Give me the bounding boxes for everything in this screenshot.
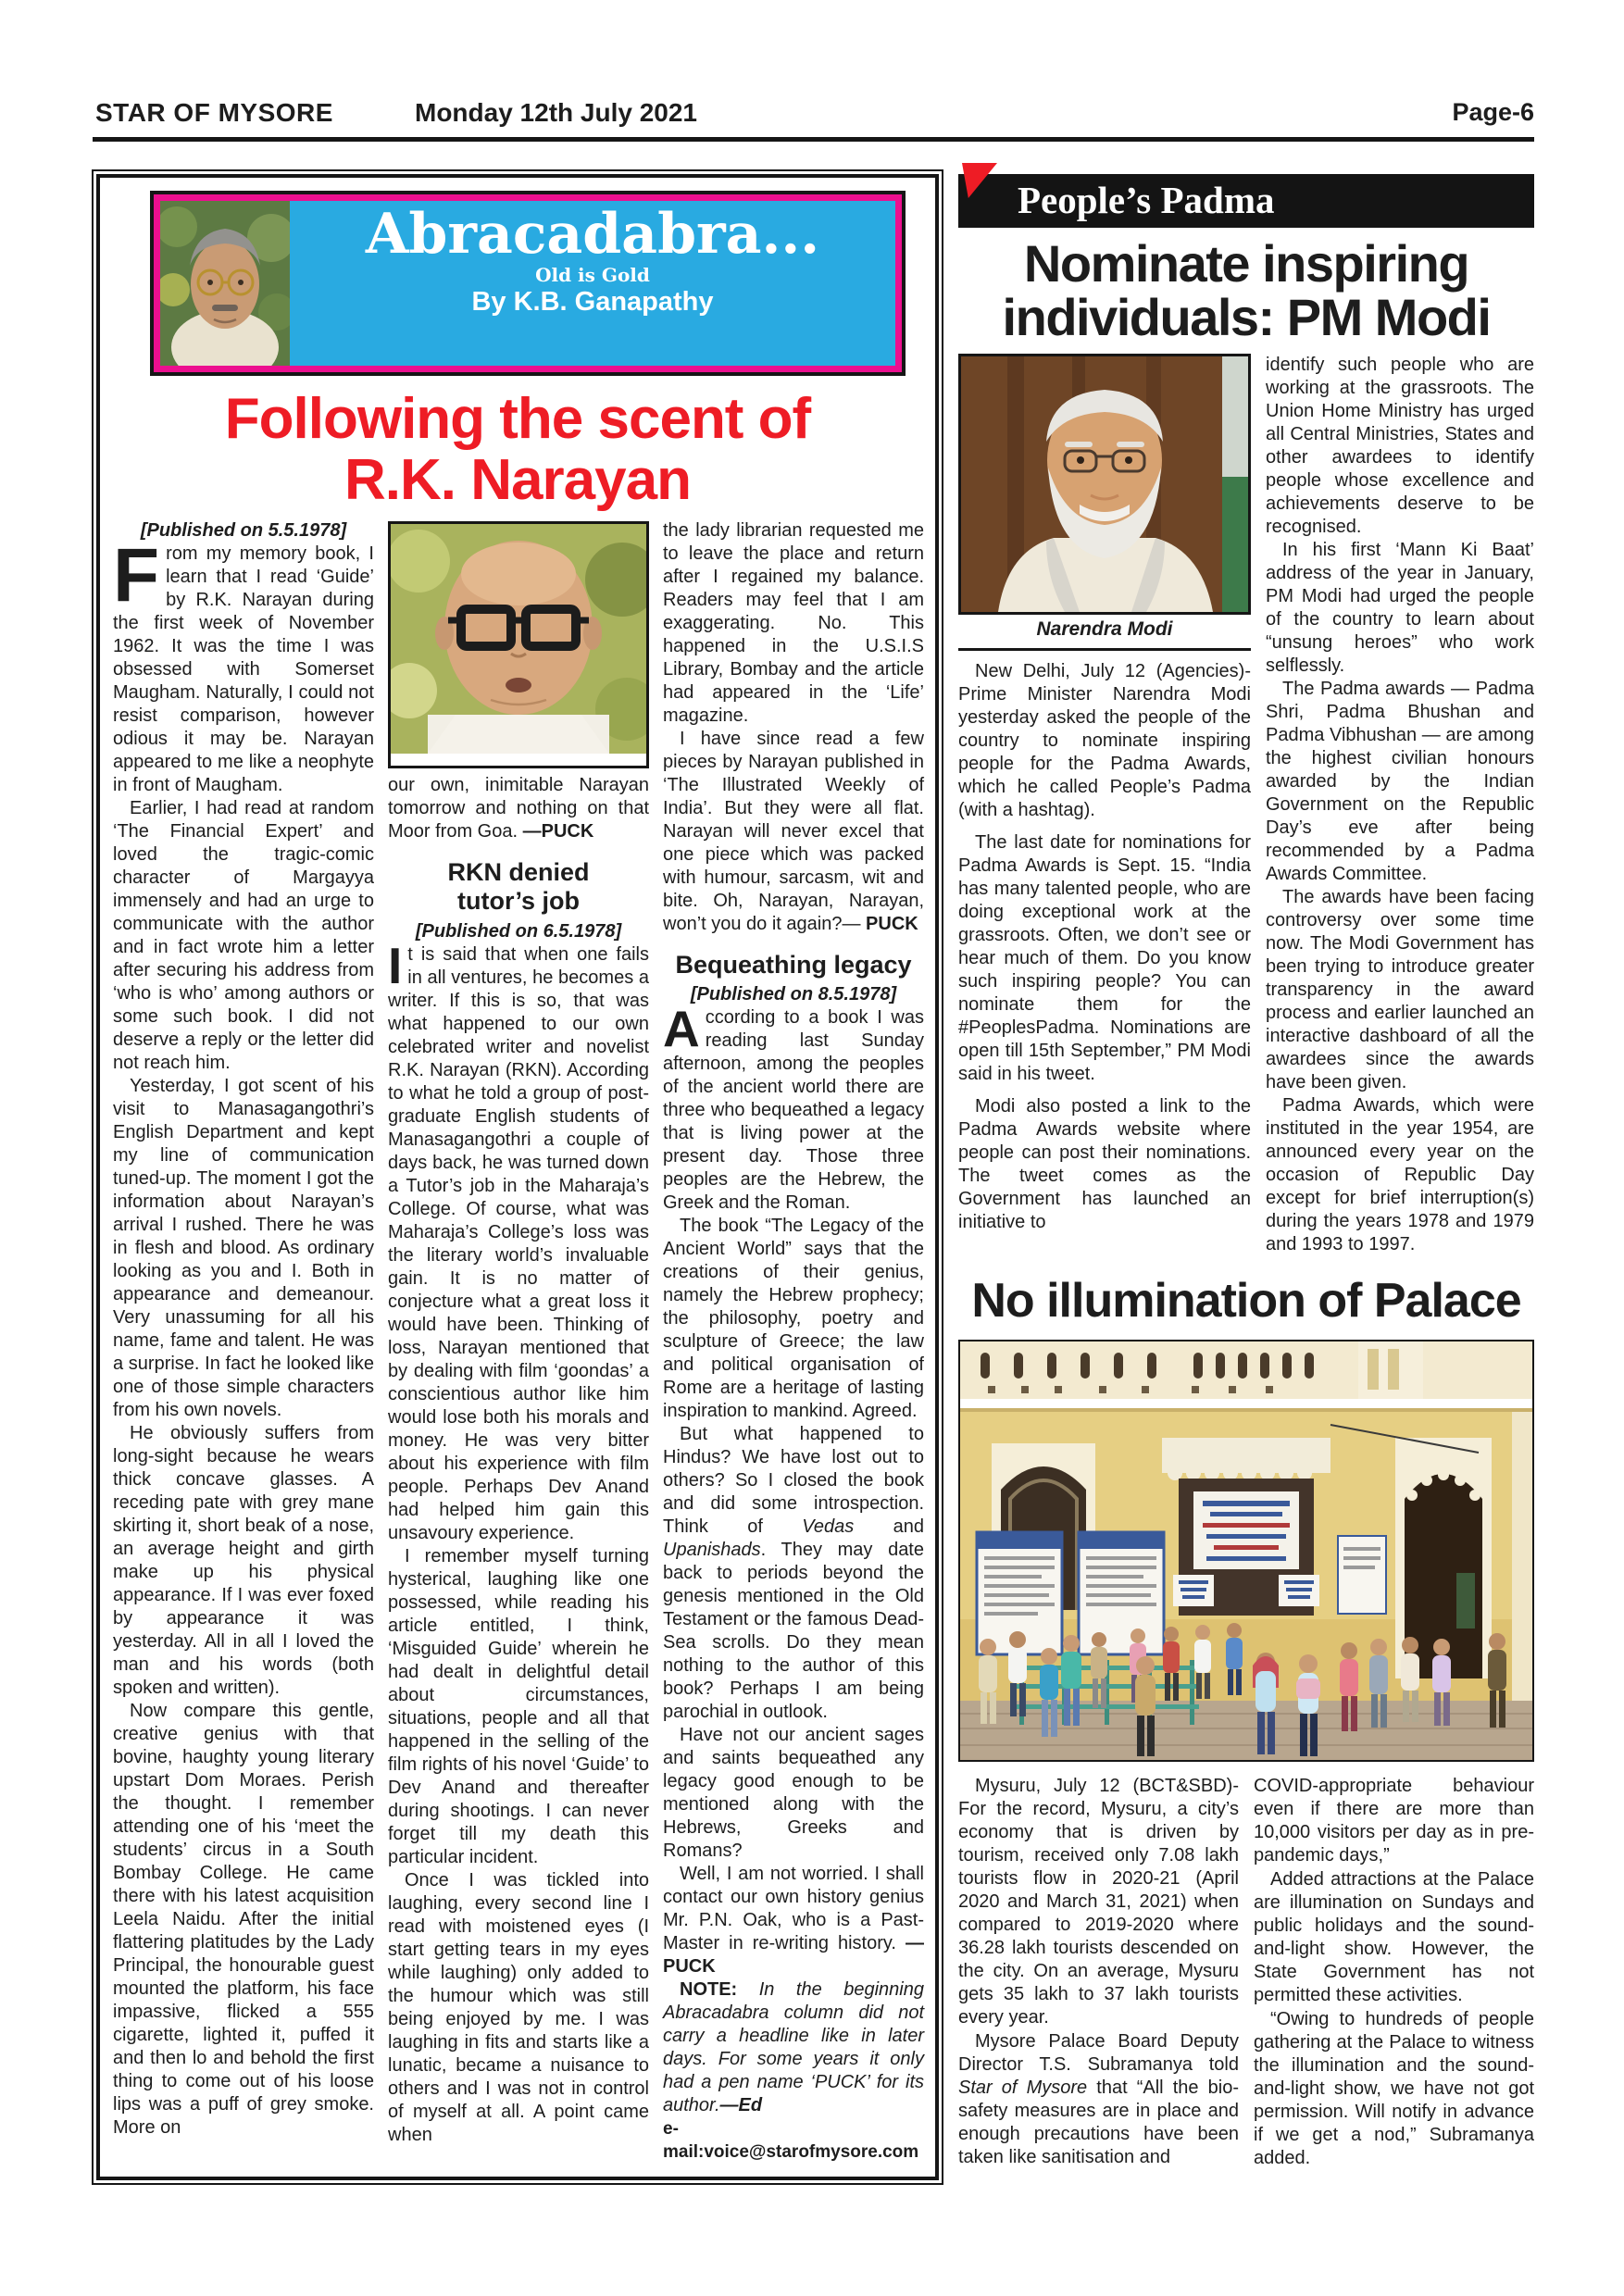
right-section [958, 174, 1534, 2171]
rk-narayan-photo-frame [388, 521, 649, 768]
abracadabra-masthead-frame [154, 194, 902, 372]
article-paragraph: COVID-appropriate behaviour even if there are more than 10,000 visitors per day as in pre-pandemic days,” [1254, 1776, 1534, 1866]
dropcap: A [663, 1000, 700, 1058]
paragraph-text: Mysore Palace Board Deputy Director T.S. Subramanya told [958, 2031, 1239, 2076]
padma-headline: Nominate inspiring individuals: PM Modi [1002, 234, 1491, 347]
paragraph-text: rom my memory book, I learn that I read ‘Guide’ by R.K. Narayan during the first week of November 1962. It was the time I was obsessed with Somerset Maugham. Naturally, I could not resist comparison, however odious it may be. Narayan appeared to me like a neophyte in front of Maugham. [113, 543, 374, 796]
padma-article [958, 354, 1534, 1256]
article-paragraph: Earlier, I had read at random ‘The Financial Expert’ and loved the tragic-comic character of Margayya immensely and had an urge to communicate with the author and in fact wrote him a letter after securing his address from ‘who is who’ among authors or some such book. I did not deserve a reply or the letter did not reach him. [113, 798, 374, 1074]
narendra-modi-photo-frame [958, 354, 1251, 615]
article-paragraph: The awards have been facing controversy over some time now. The Modi Government has been trying to introduce greater transparency in the award process and earlier launched an interactive dashboard of all the awardees since the awards have been given. [1266, 887, 1534, 1093]
article-paragraph [663, 1863, 924, 1978]
article-paragraph: “Owing to hundreds of people gathering at the Palace to witness the illumination and the sound-and-light show, we have not got permission. Will notify in advance if we get a nod,” Subramanya added. [1254, 2009, 1534, 2169]
article-paragraph: The last date for nominations for Padma Awards is Sept. 15. “India has many talented people, who are doing exceptional work at the grassroots. Often, we don’t see or hear much of them. Do you know such inspiring people? You can nominate them for the #PeoplesPadma. Nominations are open till 15th September,” PM Modi said in his tweet. [958, 832, 1251, 1085]
paragraph-text: I have since read a few pieces by Narayan published in ‘The Illustrated Weekly of India’. But they were all flat. Narayan will never excel that one piece which was packed with humour, sarcasm, wit and bite. Oh, Narayan, Narayan, won’t you do it again?— [663, 729, 924, 935]
paragraph-text: that “All the bio-safety measures are in place and enough precautions have been taken like sanitisation and [958, 2078, 1239, 2168]
vedas-italic: Vedas [802, 1516, 855, 1538]
paper-name: STAR OF MYSORE [95, 98, 333, 127]
article-paragraph [958, 2030, 1239, 2169]
editor-note [663, 1978, 924, 2117]
article-paragraph: the lady librarian requested me to leave the place and return after I regained my balance. Readers may feel that I am exaggerating. No. This happened in the U.S.I.S Library, Bombay and the article had appeared in the ‘Life’ magazine. [663, 520, 924, 727]
published-line: [Published on 5.5.1978] [140, 520, 347, 542]
note-body: In the beginning Abracadabra column did not carry a headline like in later days. For some years it only had a pen name ‘PUCK’ for its author. [663, 1979, 924, 2116]
palace-article-right-column [1254, 1775, 1534, 2171]
article-paragraph: Padma Awards, which were instituted in the year 1954, are announced every year on the occasion of Republic Day except for brief interruption(s) during the years 1978 and 1979 and 1993 to 1997. [1266, 1095, 1534, 1255]
article-paragraph: Have not our ancient sages and saints bequeathed any legacy good enough to be mentioned along with the Hebrews, Greeks and Romans? [663, 1725, 924, 1862]
peoples-padma-banner [958, 174, 1534, 228]
dropcap: I [388, 936, 403, 994]
article-paragraph: In his first ‘Mann Ki Baat’ address of the year in January, PM Modi had urged the people of the country to learn about “unsung heroes” who work selflessly. [1266, 540, 1534, 677]
article-paragraph: Mysuru, July 12 (BCT&SBD)- For the record, Mysuru, a city’s economy that is driven by tourism, received only 7.08 lakh tourists flow in 2020-21 (April 2020 and March 31, 2021) when compared to 2019-2020 where 36.28 lakh tourists descended on the city. On an average, Mysuru gets 35 lakh to 37 lakh tourists every year. [958, 1776, 1239, 2028]
star-of-mysore-italic: Star of Mysore [958, 2078, 1088, 2099]
masthead-text [290, 201, 895, 366]
article-paragraph: The Padma awards — Padma Shri, Padma Bhushan and Padma Vibhushan — are among the highest civilian honours awarded by the Indian Government on the Republic Day’s eve after being recommended by a Padma Awards Committee. [1266, 679, 1534, 885]
email-line: e-mail:voice@starofmysore.com [663, 2119, 919, 2163]
main-headline: Following the scent of R.K. Narayan [224, 387, 811, 512]
upanishads-italic: Upanishads [663, 1540, 761, 1561]
article-paragraph [388, 936, 649, 1545]
article-columns [113, 519, 922, 2164]
masthead-title: Abracadabra... [365, 202, 820, 267]
abracadabra-article-box [96, 174, 939, 2180]
article-paragraph [663, 1000, 924, 1215]
masthead-tagline: Old is Gold [535, 263, 650, 286]
paragraph-text: and [854, 1516, 924, 1538]
paragraph-text: t is said that when one fails in all ventures, he becomes a writer. If this is so, that was what happened to our own celebrated writer and novelist R.K. Narayan (RKN). According to what he told a group of post-graduate English students of Manasagangothri a couple of days back, he was turned down a Tutor’s job in the Maharaja’s College. Of course, what was Maharaja’s College’s loss was the literary world’s invaluable gain. It is no matter of conjecture what a great loss it would have been. Thinking of loss, Narayan mentioned that by dealing with film ‘goondas’ a conscientious author like him would lose both his morals and money. He was very bitter about his experience with film people. Perhaps Dev Anand had helped him gain this unsavoury experience. [388, 943, 649, 1543]
mysore-palace-photo [960, 1341, 1532, 1760]
abracadabra-masthead [150, 191, 906, 376]
narendra-modi-photo [961, 356, 1248, 612]
article-paragraph: Once I was tickled into laughing, every second line I read with moistened eyes (I start getting tears in my eyes while laughing) only added to the humour which was still being enjoyed by me. I was laughing in fits and starts like a lunatic, became a nuisance to others and I was not in control of myself at all. A point came when [388, 1869, 649, 2145]
mysore-palace-photo-frame [958, 1340, 1534, 1762]
puck-signature: PUCK [866, 914, 918, 935]
palace-article [958, 1775, 1534, 2171]
editor-signature: —Ed [719, 2095, 763, 2116]
published-line: [Published on 6.5.1978] [415, 920, 622, 942]
palace-article-left-column [958, 1775, 1239, 2171]
paragraph-text: . They may date back to periods beyond the genesis mentioned in the Old Testament or the famous Dead-Sea scrolls. Do they mean nothing to the author of this book? Perhaps I am being parochial in outlook. [663, 1540, 924, 1723]
note-label: NOTE: [680, 1979, 738, 2001]
rk-narayan-photo [391, 524, 646, 754]
paragraph-text: Well, I am not worried. I shall contact our own history genius Mr. P.N. Oak, who is a Past-Master in re-writing history. [663, 1864, 924, 1954]
published-line: [Published on 8.5.1978] [690, 984, 897, 1005]
red-corner-flag-icon [962, 163, 997, 198]
article-paragraph [663, 728, 924, 936]
paragraph-text: ccording to a book I was reading last Sunday afternoon, among the peoples of the ancient world there are three who bequeathed a legacy that is living power at the present day. Those three peoples are the Hebrew, the Greek and the Roman. [663, 1007, 924, 1214]
article-paragraph: The book “The Legacy of the Ancient World” says that the creations of their genius, namely the Hebrew prophecy; the philosophy, poetry and sculpture of Greece; the law and political organisation of Rome are a heritage of lasting inspiration to mankind. Agreed. [663, 1216, 924, 1422]
article-paragraph: He obviously suffers from long-sight because he wears thick concave glasses. A receding pate with grey mane skirting it, short beak of a nose, an average height and girth make up his physical appearance. If I was ever foxed by appearance it was yesterday. All in all I loved the man and his words (both spoken and written). [113, 1423, 374, 1699]
article-paragraph: I remember myself turning hysterical, laughing like one possessed, while reading his article entitled, I think, ‘Misguided Guide’ wherein he had dealt in delightful detail about circumstances, situations, people and all that happened in the selling of the film rights of his novel ‘Guide’ to Dev Anand and thereafter during shootings. I can never forget till my death this particular incident. [388, 1545, 649, 1867]
subhead-bequeathing-legacy: Bequeathing legacy [675, 951, 912, 980]
article-column-1 [113, 519, 374, 2164]
caption-text: our own, inimitable Narayan tomorrow and nothing on that Moor from Goa. [388, 775, 649, 842]
palace-headline: No illumination of Palace [971, 1274, 1521, 1329]
article-paragraph: Added attractions at the Palace are illumination on Sundays and public holidays and the sound-and-light show. However, the State Government has not permitted these activities. [1254, 1869, 1534, 2006]
article-column-2 [388, 519, 649, 2164]
article-column-3 [663, 519, 924, 2164]
puck-signature: —PUCK [663, 1933, 924, 1978]
dropcap: F [113, 533, 160, 618]
caption-signature: —PUCK [522, 821, 594, 842]
article-paragraph [113, 533, 374, 797]
article-paragraph: identify such people who are working at the grassroots. The Union Home Ministry has urged all Central Ministries, States and other awardees to identify people whose excellence and achievements deserve to be recognised. [1266, 355, 1534, 538]
issue-date: Monday 12th July 2021 [415, 98, 698, 127]
kb-ganapathy-photo [160, 201, 290, 366]
banner-label: People’s Padma [1018, 179, 1275, 221]
paragraph-text: But what happened to Hindus? We have lost out to others? So I closed the book and did some introspection. Think of [663, 1424, 924, 1538]
masthead-byline: By K.B. Ganapathy [471, 286, 714, 317]
article-paragraph: New Delhi, July 12 (Agencies)- Prime Minister Narendra Modi yesterday asked the people of the country to nominate inspiring people for the Padma Awards, which he called People’s Padma (with a hashtag). [958, 661, 1251, 821]
header-rule [93, 137, 1534, 142]
article-paragraph: Yesterday, I got scent of his visit to Manasagangothri’s English Department and kept my line of communication tuned-up. The moment I got the information about Narayan’s arrival I rushed. There he was in flesh and blood. As ordinary looking as you and I. Both in appearance and demeanour. Very unassuming for all his name, fame and talent. He was a surprise. In fact he looked like one of those simple characters from his own novels. [113, 1076, 374, 1421]
subhead-rkn-denied: RKN denied tutor’s job [447, 858, 590, 916]
page-number: Page-6 [1452, 98, 1534, 126]
article-paragraph: Now compare this gentle, creative genius with that bovine, haughty young literary upstart Dom Moraes. Perish the thought. I remember attending one of his ‘meet the students’ circus in a South Bombay College. He came there with his latest acquisition Leela Naidu. After the initial flattering platitudes by the Lady Principal, the honourable guest mounted the platform, his face impassive, flicked a 555 cigarette, lighted it, puffed it and then lo and behold the first thing to come out of his loose lips was a puff of grey smoke. More on [113, 1701, 374, 2139]
padma-article-right-column [1266, 354, 1534, 1256]
padma-article-left-column [958, 354, 1251, 1256]
modi-photo-caption: Narendra Modi [958, 618, 1251, 651]
article-paragraph: Modi also posted a link to the Padma Awards website where people can post their nominations. The tweet comes as the Government has launched an initiative to [958, 1096, 1251, 1233]
article-paragraph [663, 1423, 924, 1724]
photo-caption [388, 774, 649, 843]
